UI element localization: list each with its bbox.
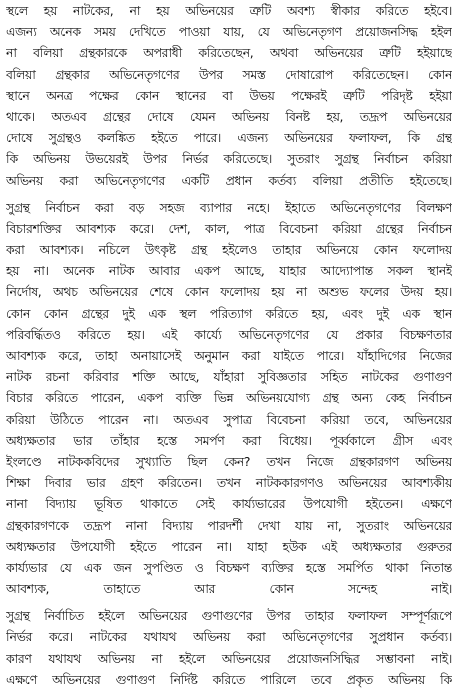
paragraph-3	[6, 605, 452, 690]
text-line: না বলিয়া গ্রন্থকারকে অপরাধী করিতেছেন, অথবা অভিনয়ের ত্রুটি হইয়াছে	[6, 45, 452, 61]
text-line: নানা বিদ্যায় ভূষিত থাকাতে সেই কার্য্যভারের উপযোগী হইতেন। এক্ষণে	[6, 496, 452, 512]
text-line: আবশ্যক করে, তাহা অনায়াসেই অনুমান করা যাইতে পারে। যাঁহাদিগের নিজের	[6, 348, 452, 363]
text-line: পরিবর্দ্ধিতও করিতে হয়। এই কার্য্যে অভিনেতৃগণের যে প্রকার বিচক্ষণতার	[6, 326, 452, 342]
text-line: স্থলে হয় নাটকের, না হয় অভিনয়ের ত্রুটি অবশ্য স্বীকার করিতে হইবে।	[6, 3, 452, 18]
text-line: কার্য্যভার যে এক জন সুপণ্ডিত ও বিচক্ষণ ব্যক্তির হস্তে সমর্পিত থাকা নিতান্ত	[6, 559, 452, 575]
text-line: কারণ যথাযথ অভিনয় না হইলে অভিনয়ের প্রয়োজনসিদ্ধির সম্ভাবনা নাই।	[6, 650, 452, 666]
text-line: শিক্ষা দিবার ভার গ্রহণ করিতেন। তখন নাটককারগণও অভিনয়ের আবশ্যকীয়	[6, 475, 452, 491]
text-line: নাটক রচনা করিবার শক্তি আছে, যাঁহারা সুবিজ্ঞতার সহিত নাটকের গুণাগুণ	[6, 369, 452, 385]
text-line: আবশ্যক, তাহাতে আর কোন সন্দেহ নাই।	[6, 581, 452, 597]
text-line: সুগ্রন্থ নির্বাচিত হইলে অভিনয়ের গুণাগুণের উপর তাহার ফলাফল সম্পূর্ণরূপে	[6, 608, 452, 624]
text-line: দোষে সুগ্রন্থও কলঙ্কিত হইতে পারে। এজন্য অভিনয়ের ফলাফল, কি গ্রন্থ	[6, 130, 452, 146]
paragraph-1	[6, 0, 452, 191]
text-line: এক্ষণে অভিনয়ের গুণাগুণ নির্দিষ্ট করিতে পারিলে তবে প্রকৃত অভিনয় কি	[6, 671, 452, 687]
paragraph-2	[6, 197, 452, 600]
text-line: হয় না। অনেক নাটক আবার একপ আছে, যাহার আদ্যোপান্ত সকল স্থানই	[6, 263, 452, 279]
text-line: নির্ভর করে। নাটকের যথাযথ অভিনয় করা অভিনেতৃগণের সুপ্রধান কর্তব্য।	[6, 629, 452, 645]
text-line: কোন কোন গ্রন্থের দুই এক স্থল পরিত্যাগ করিতে হয়, এবং দুই এক স্থান	[6, 305, 452, 321]
text-line: গ্রন্থকারগণকে তদ্রূপ নানা বিদ্যায় পারদর্শী দেখা যায় না, সুতরাং অভিনয়ের	[6, 517, 452, 533]
text-line: এজন্য অনেক সময় দেখিতে পাওয়া যায়, যে অভিনেতৃগণ প্রয়োজনসিদ্ধ হইল	[6, 24, 452, 40]
text-line: থাকে। অতএব গ্রন্থের দোষে যেমন অভিনয় বিনষ্ট হয়, তদ্রূপ অভিনয়ের	[6, 108, 452, 124]
text-line: অধ্যক্ষতার ভার তাঁহার হস্তে সমর্পণ করা বিধেয়। পূর্ব্বকালে গ্রীস এবং	[6, 432, 452, 448]
text-line: স্থানে অনত্র পক্ষের কোন স্থানের বা উভয় পক্ষেরই ত্রুটি পরিদৃষ্ট হইয়া	[6, 87, 452, 103]
text-line: বলিয়া গ্রন্থকার অভিনেতৃগণের উপর সমস্ত দোষারোপ করিতেছেন। কোন	[6, 66, 452, 82]
text-line: অভিনয় করা অভিনেতৃগণের একটি প্রধান কর্তব্য বলিয়া প্রতীতি হইতেছে।	[6, 172, 452, 188]
text-line: সুগ্রন্থ নির্বাচন করা বড় সহজ ব্যাপার নহে। ইহাতে অভিনেতৃগণের বিলক্ষণ	[6, 199, 452, 215]
text-line: করিয়া উঠিতে পারেন না। অতএব সুপাত্র বিবেচনা করিয়া তবে, অভিনয়ের	[6, 411, 452, 427]
text-line: বিচার করিতে পারেন, একপ ব্যক্তি ভিন্ন অভিনয়যোগ্য গ্রন্থ অন্য কেহ নির্বাচন	[6, 390, 452, 406]
text-line: বিচারশক্তির আবশ্যক করে। দেশ, কাল, পাত্র বিবেচনা করিয়া গ্রন্থের নির্বাচন	[6, 220, 452, 236]
text-line: করা আবশ্যক। নচিলে উৎকৃষ্ট গ্রন্থ হইলেও তাহার অভিনয়ে কোন ফলোদয়	[6, 242, 452, 258]
text-line: কি অভিনয় উভয়েরই উপর নির্ভর করিতেছে। সুতরাং সুগ্রন্থ নির্বাচন করিয়া	[6, 151, 452, 167]
document-body	[6, 0, 452, 690]
text-line: অধ্যক্ষতার উপযোগী হইতে পারেন না। যাহা হউক এই অধ্যক্ষতার গুরুতর	[6, 538, 452, 554]
text-line: নির্দোষ, অথচ অভিনয়ের শেষে কোন ফলোদয় হয় না অশুভ ফলের উদয় হয়।	[6, 284, 452, 300]
text-line: ইংলণ্ডে নাটককবিদের সুখ্যাতি ছিল কেন? তখন নিজে গ্রন্থকারগণ অভিনয়	[6, 453, 452, 469]
